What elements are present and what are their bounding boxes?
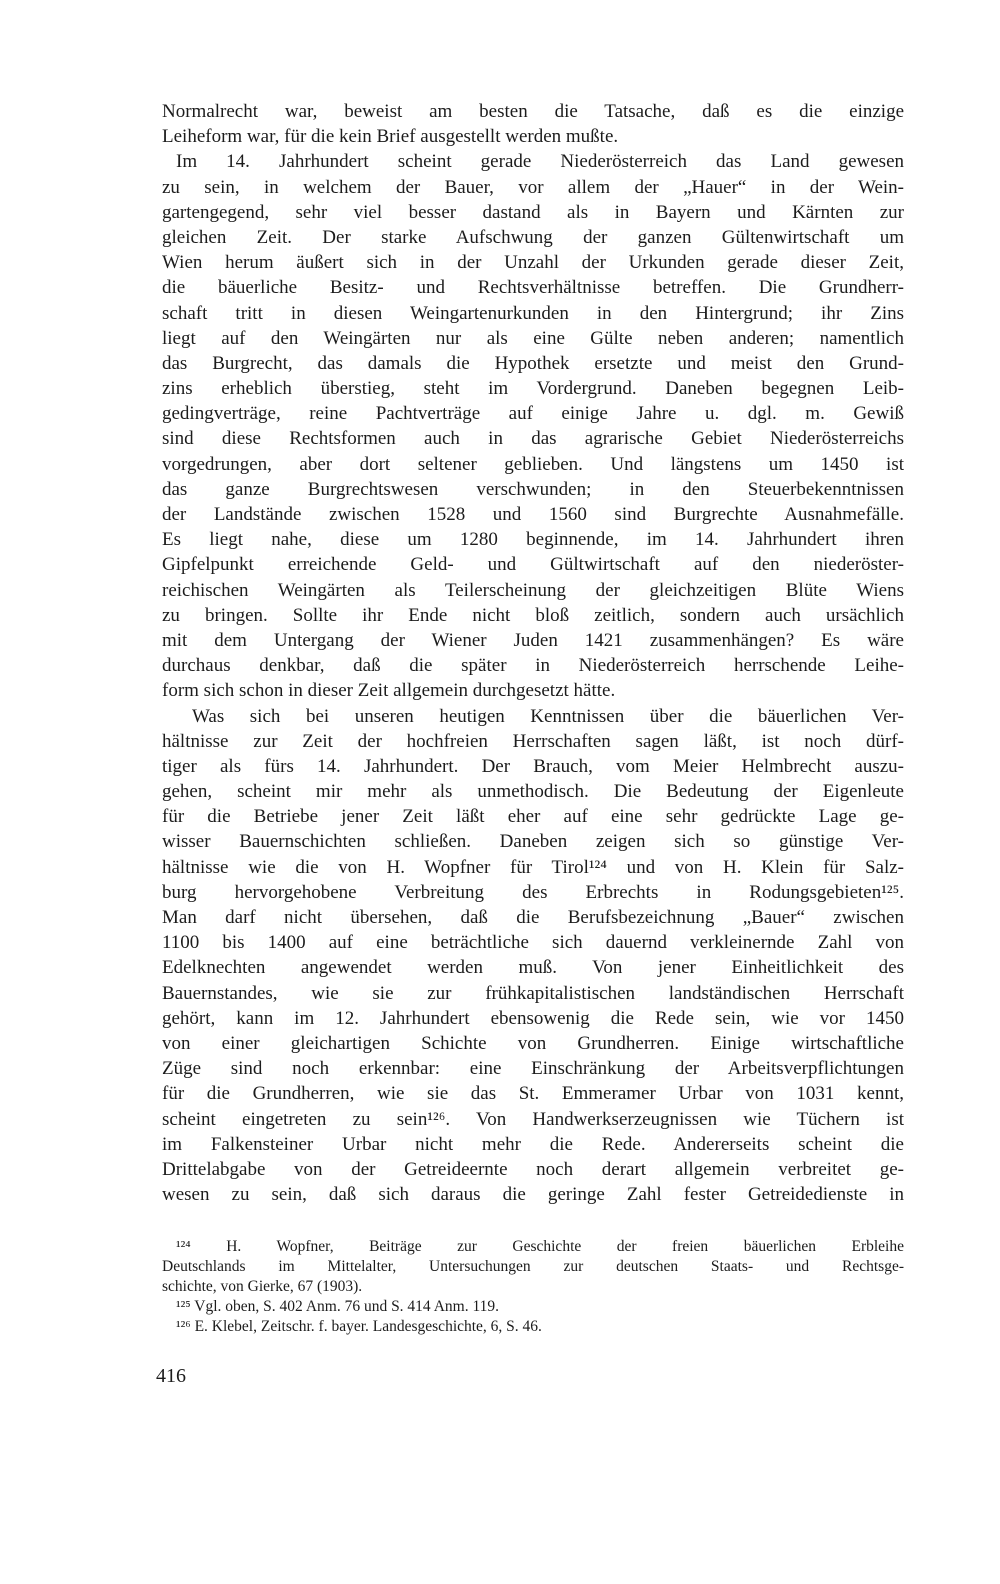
body-text — [162, 99, 904, 1207]
text-line: Gipfelpunkt erreichende Geld- und Gültwirtschaft auf den niederöster- — [162, 554, 904, 576]
footnote-125: ¹²⁵ Vgl. oben, S. 402 Anm. 76 und S. 414 Anm. 119. — [176, 1298, 500, 1315]
text-line: gehen, scheint mir mehr als unmethodisch. Die Bedeutung der Eigenleute — [162, 781, 904, 803]
text-line: Es liegt nahe, diese um 1280 beginnende, im 14. Jahrhundert ihren — [162, 529, 904, 551]
text-line: form sich schon in dieser Zeit allgemein durchgesetzt hätte. — [162, 680, 616, 702]
footnote-line: schichte, von Gierke, 67 (1903). — [162, 1278, 363, 1295]
footnotes — [162, 1237, 904, 1337]
text-line: die bäuerliche Besitz- und Rechtsverhältnisse betreffen. Die Grundherr- — [162, 277, 904, 299]
page-number: 416 — [156, 1365, 186, 1387]
text-line: Im 14. Jahrhundert scheint gerade Niederösterreich das Land gewesen — [176, 151, 904, 173]
text-line: für die Grundherren, wie sie das St. Emmeramer Urbar von 1031 kennt, — [162, 1083, 904, 1105]
text-line: Züge sind noch erkennbar: eine Einschränkung der Arbeitsverpflichtungen — [162, 1058, 904, 1080]
text-line: Man darf nicht übersehen, daß die Berufsbezeichnung „Bauer“ zwischen — [162, 907, 904, 928]
text-line: liegt auf den Weingärten nur als eine Gülte neben anderen; namentlich — [162, 327, 904, 349]
text-line: der Landstände zwischen 1528 und 1560 sind Burgrechte Ausnahmefälle. — [162, 504, 904, 525]
text-line: vorgedrungen, aber dort seltener geblieben. Und längstens um 1450 ist — [162, 453, 904, 475]
footnote-126: ¹²⁶ E. Klebel, Zeitschr. f. bayer. Landesgeschichte, 6, S. 46. — [176, 1318, 542, 1335]
text-line: reichischen Weingärten als Teilerscheinung der gleichzeitigen Blüte Wiens — [162, 579, 904, 601]
text-line: zu sein, in welchem der Bauer, vor allem der „Hauer“ in der Wein- — [162, 176, 904, 198]
text-line: burg hervorgehobene Verbreitung des Erbrechts in Rodungsgebieten¹²⁵. — [162, 881, 904, 903]
footnote-124: ¹²⁴ H. Wopfner, Beiträge zur Geschichte der freien bäuerlichen Erbleihe — [176, 1238, 904, 1255]
text-line: scheint eingetreten zu sein¹²⁶. Von Handwerkserzeugnissen wie Tüchern ist — [162, 1108, 904, 1130]
text-line: zu bringen. Sollte ihr Ende nicht bloß zeitlich, sondern auch ursächlich — [162, 604, 904, 626]
text-line: das ganze Burgrechtswesen verschwunden; in den Steuerbekenntnissen — [162, 478, 904, 500]
text-line: Was sich bei unseren heutigen Kenntnissen über die bäuerlichen Ver- — [192, 705, 904, 727]
text-line: sind diese Rechtsformen auch in das agrarische Gebiet Niederösterreichs — [162, 428, 904, 450]
footnote-line: Deutschlands im Mittelalter, Untersuchungen zur deutschen Staats- und Rechtsge- — [162, 1258, 904, 1275]
text-line: Drittelabgabe von der Getreideernte noch derart allgemein verbreitet ge- — [162, 1158, 904, 1180]
text-line: Edelknechten angewendet werden muß. Von jener Einheitlichkeit des — [162, 957, 904, 979]
text-line: gedingverträge, reine Pachtverträge auf einige Jahre u. dgl. m. Gewiß — [162, 403, 904, 425]
text-line: das Burgrecht, das damals die Hypothek ersetzte und meist den Grund- — [162, 352, 904, 374]
text-line: tiger als fürs 14. Jahrhundert. Der Brauch, vom Meier Helmbrecht auszu- — [162, 755, 904, 777]
text-line: durchaus denkbar, daß die später in Niederösterreich herrschende Leihe- — [162, 655, 904, 677]
text-line: für die Betriebe jener Zeit läßt eher auf eine sehr gedrückte Lage ge- — [162, 806, 904, 828]
text-line: im Falkensteiner Urbar nicht mehr die Rede. Andererseits scheint die — [162, 1133, 904, 1155]
text-line: Leiheform war, für die kein Brief ausgestellt werden mußte. — [162, 126, 619, 148]
text-line: Normalrecht war, beweist am besten die Tatsache, daß es die einzige — [162, 101, 904, 122]
text-line: mit dem Untergang der Wiener Juden 1421 zusammenhängen? Es wäre — [162, 629, 904, 651]
text-line: gleichen Zeit. Der starke Aufschwung der ganzen Gültenwirtschaft um — [162, 226, 904, 248]
text-line: Wien herum äußert sich in der Unzahl der Urkunden gerade dieser Zeit, — [162, 252, 904, 274]
text-line: gehört, kann im 12. Jahrhundert ebensowenig die Rede sein, wie vor 1450 — [162, 1007, 904, 1029]
text-line: hältnisse wie die von H. Wopfner für Tirol¹²⁴ und von H. Klein für Salz- — [162, 856, 904, 878]
text-line: von einer gleichartigen Schichte von Grundherren. Einige wirtschaftliche — [162, 1032, 904, 1054]
text-line: zins erheblich überstieg, steht im Vordergrund. Daneben begegnen Leib- — [162, 378, 904, 400]
text-line: 1100 bis 1400 auf eine beträchtliche sich dauernd verkleinernde Zahl von — [162, 932, 904, 954]
text-line: wesen zu sein, daß sich daraus die geringe Zahl fester Getreidedienste in — [162, 1184, 904, 1206]
text-line: schaft tritt in diesen Weingartenurkunden in den Hintergrund; ihr Zins — [162, 302, 904, 324]
text-line: Bauernstandes, wie sie zur frühkapitalistischen landständischen Herrschaft — [162, 982, 904, 1004]
text-line: wisser Bauernschichten schließen. Daneben zeigen sich so günstige Ver- — [162, 831, 904, 853]
text-line: hältnisse zur Zeit der hochfreien Herrschaften sagen läßt, ist noch dürf- — [162, 730, 904, 752]
text-line: gartengegend, sehr viel besser dastand als in Bayern und Kärnten zur — [162, 201, 904, 223]
